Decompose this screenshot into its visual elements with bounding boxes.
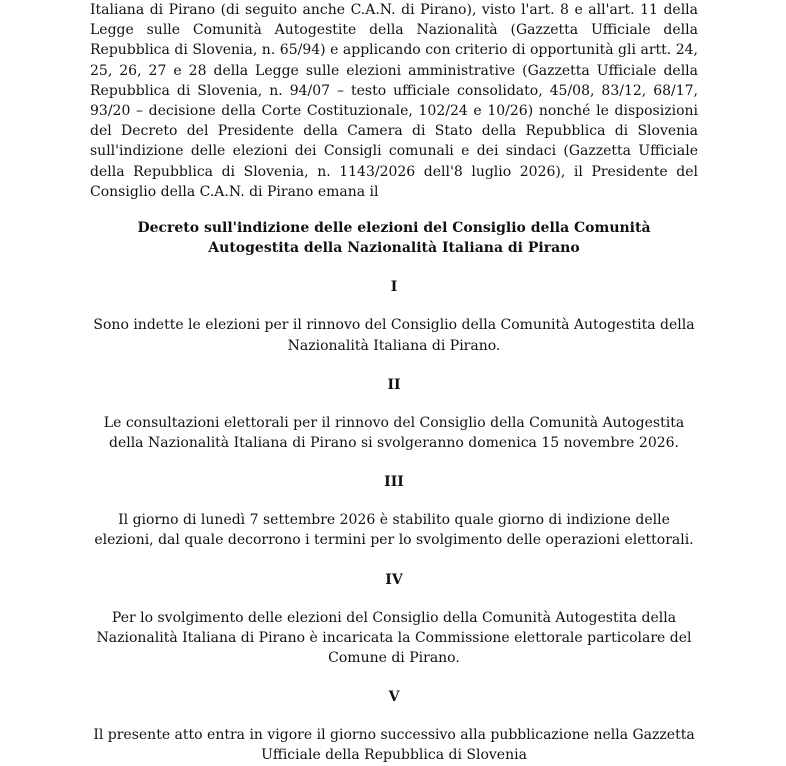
article-number-3: III (384, 474, 404, 491)
article-number-1: I (390, 279, 398, 296)
article-number-4: IV (385, 571, 403, 588)
article-text-2: Le consultazioni elettorali per il rinnovo del Consiglio della Comunità Autogestita della Nazionalità Italiana di Pirano si svolgeranno domenica 15 novembre 2026. (103, 414, 685, 452)
article-text-1: Sono indette le elezioni per il rinnovo del Consiglio della Comunità Autogestita della Nazionalità Italiana di Pirano. (93, 317, 695, 354)
article-number-2: II (387, 376, 401, 393)
article-text-4: Per lo svolgimento delle elezioni del Consiglio della Comunità Autogestita della Nazionalità Italiana di Pirano è incaricata la Commissione elettorale particolare del Comune di Pirano. (96, 609, 692, 667)
article-text-5: Il presente atto entra in vigore il giorno successivo alla pubblicazione nella Gazzetta Ufficiale della Repubblica di Slovenia (93, 727, 695, 764)
article-text-3: Il giorno di lunedì 7 settembre 2026 è stabilito quale giorno di indizione delle elezioni, dal quale decorrono i termini per lo svolgimento delle operazioni elettorali. (94, 512, 694, 549)
document-page (90, 0, 698, 766)
decree-title: Decreto sull'indizione delle elezioni del Consiglio della Comunità Autogestita della Nazionalità Italiana di Pirano (137, 220, 651, 257)
article-number-5: V (388, 689, 400, 706)
intro-paragraph: Italiana di Pirano (di seguito anche C.A.N. di Pirano), visto l'art. 8 e all'art. 11 della Legge sulle Comunità Autogestite della Nazionalità (Gazzetta Ufficiale della Repubblica di Slovenia, n. 65/94) e applicando con criterio di opportunità gli artt. 24, 25, 26, 27 e 28 della Legge sulle elezioni amministrative (Gazzetta Ufficiale della Repubblica di Slovenia, n. 94/07 – testo ufficiale consolidato, 45/08, 83/12, 68/17, 93/20 – decisione della Corte Costituzionale, 102/24 e 10/26) nonché le disposizioni del Decreto del Presidente della Camera di Stato della Repubblica di Slovenia sull'indizione delle elezioni dei Consigli comunali e dei sindaci (Gazzetta Ufficiale della Repubblica di Slovenia, n. 1143/2026 dell'8 luglio 2026), il Presidente del Consiglio della C.A.N. di Pirano emana il (90, 2, 698, 200)
